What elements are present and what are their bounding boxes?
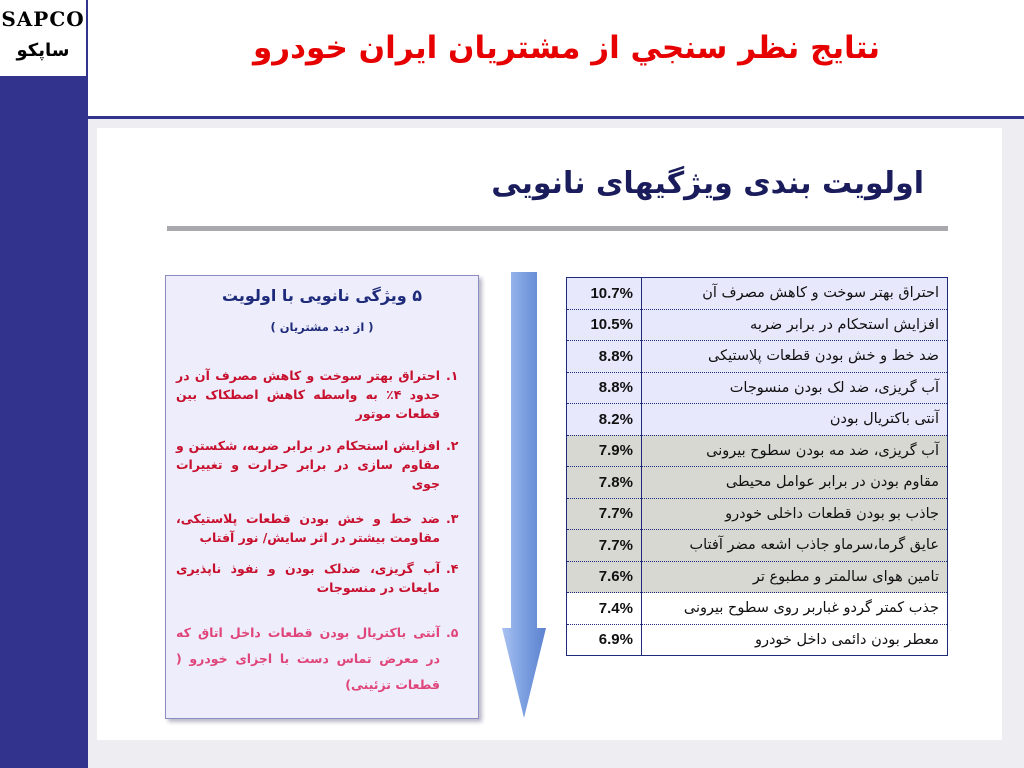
feature-cell: احتراق بهتر سوخت و کاهش مصرف آن <box>642 278 948 310</box>
priority-item-text: آنتی باکتریال بودن قطعات داخل اتاق که در معرض تماس دست با اجزای خودرو ( قطعات تزئینی) <box>176 625 440 692</box>
table-row <box>567 530 948 562</box>
priority-item-number: ۴. <box>446 561 459 576</box>
feature-cell: جاذب بو بودن قطعات داخلی خودرو <box>642 498 948 530</box>
priority-item-number: ۲. <box>446 438 459 453</box>
feature-cell: آنتی باکتریال بودن <box>642 404 948 436</box>
priority-item-text: ضد خط و خش بودن قطعات پلاستیکی، مقاومت بیشتر در اثر سایش/ نور آفتاب <box>176 511 440 545</box>
page-title: نتايج نظر سنجي از مشتريان ايران خودرو <box>253 30 880 66</box>
table-row <box>567 467 948 499</box>
priority-item-number: ۵. <box>446 625 459 640</box>
percentage-cell: 10.5% <box>567 309 642 341</box>
logo-latin-text: SAPCO <box>1 7 85 31</box>
priority-item-4 <box>176 559 468 597</box>
feature-cell: افزایش استحکام در برابر ضربه <box>642 309 948 341</box>
feature-cell: آب گریزی، ضد مه بودن سطوح بیرونی <box>642 435 948 467</box>
table-row <box>567 341 948 373</box>
feature-cell: تامین هوای سالمتر و مطبوع تر <box>642 561 948 593</box>
percentage-cell: 7.7% <box>567 498 642 530</box>
priority-item-5 <box>176 620 468 698</box>
down-arrow-icon <box>502 272 546 718</box>
percentage-cell: 7.7% <box>567 530 642 562</box>
percentage-cell: 7.9% <box>567 435 642 467</box>
table-row <box>567 404 948 436</box>
feature-cell: جذب کمتر گردو غباربر روی سطوح بیرونی <box>642 593 948 625</box>
priority-item-text: آب گریزی، ضدلک بودن و نفوذ ناپذیری مایعات در منسوجات <box>176 561 440 595</box>
table-row <box>567 372 948 404</box>
priority-item-text: احتراق بهتر سوخت و کاهش مصرف آن در حدود ۴٪ به واسطه کاهش اصطکاک بین قطعات موتور <box>176 368 441 421</box>
feature-cell: ضد خط و خش بودن قطعات پلاستیکی <box>642 341 948 373</box>
priority-item-1 <box>176 366 468 423</box>
priority-item-number: ۱. <box>446 368 459 383</box>
percentage-cell: 10.7% <box>567 278 642 310</box>
percentage-cell: 8.8% <box>567 341 642 373</box>
table-row <box>567 593 948 625</box>
table-row <box>567 309 948 341</box>
percentage-cell: 8.2% <box>567 404 642 436</box>
table-row <box>567 498 948 530</box>
table-row <box>567 435 948 467</box>
feature-cell: معطر بودن دائمی داخل خودرو <box>642 624 948 656</box>
priority-table <box>566 277 948 656</box>
percentage-cell: 7.4% <box>567 593 642 625</box>
logo-persian-text: ساپکو <box>16 40 70 61</box>
percentage-cell: 6.9% <box>567 624 642 656</box>
priority-box-subtitle: ( از دید مشتریان ) <box>270 320 374 334</box>
feature-cell: آب گریزی، ضد لک بودن منسوجات <box>642 372 948 404</box>
priority-item-text: افزایش استحکام در برابر ضربه، شکستن و مقاوم سازی در برابر حرارت و تغییرات جوی <box>176 438 440 491</box>
feature-cell: مقاوم بودن در برابر عوامل محیطی <box>642 467 948 499</box>
priority-item-number: ۳. <box>446 511 459 526</box>
percentage-cell: 7.8% <box>567 467 642 499</box>
priority-item-3 <box>176 509 468 547</box>
priority-box <box>165 275 479 719</box>
table-row <box>567 278 948 310</box>
sapco-logo <box>0 0 88 78</box>
percentage-cell: 7.6% <box>567 561 642 593</box>
section-divider <box>167 226 948 231</box>
left-sidebar <box>0 0 88 768</box>
table-row <box>567 624 948 656</box>
feature-cell: عایق گرما،سرماو جاذب اشعه مضر آفتاب <box>642 530 948 562</box>
section-title: اولویت بندی ویژگیهای نانویی <box>491 166 924 201</box>
table-row <box>567 561 948 593</box>
percentage-cell: 8.8% <box>567 372 642 404</box>
priority-box-title: ۵ ویژگی نانویی با اولویت <box>221 286 423 305</box>
priority-item-2 <box>176 436 468 493</box>
